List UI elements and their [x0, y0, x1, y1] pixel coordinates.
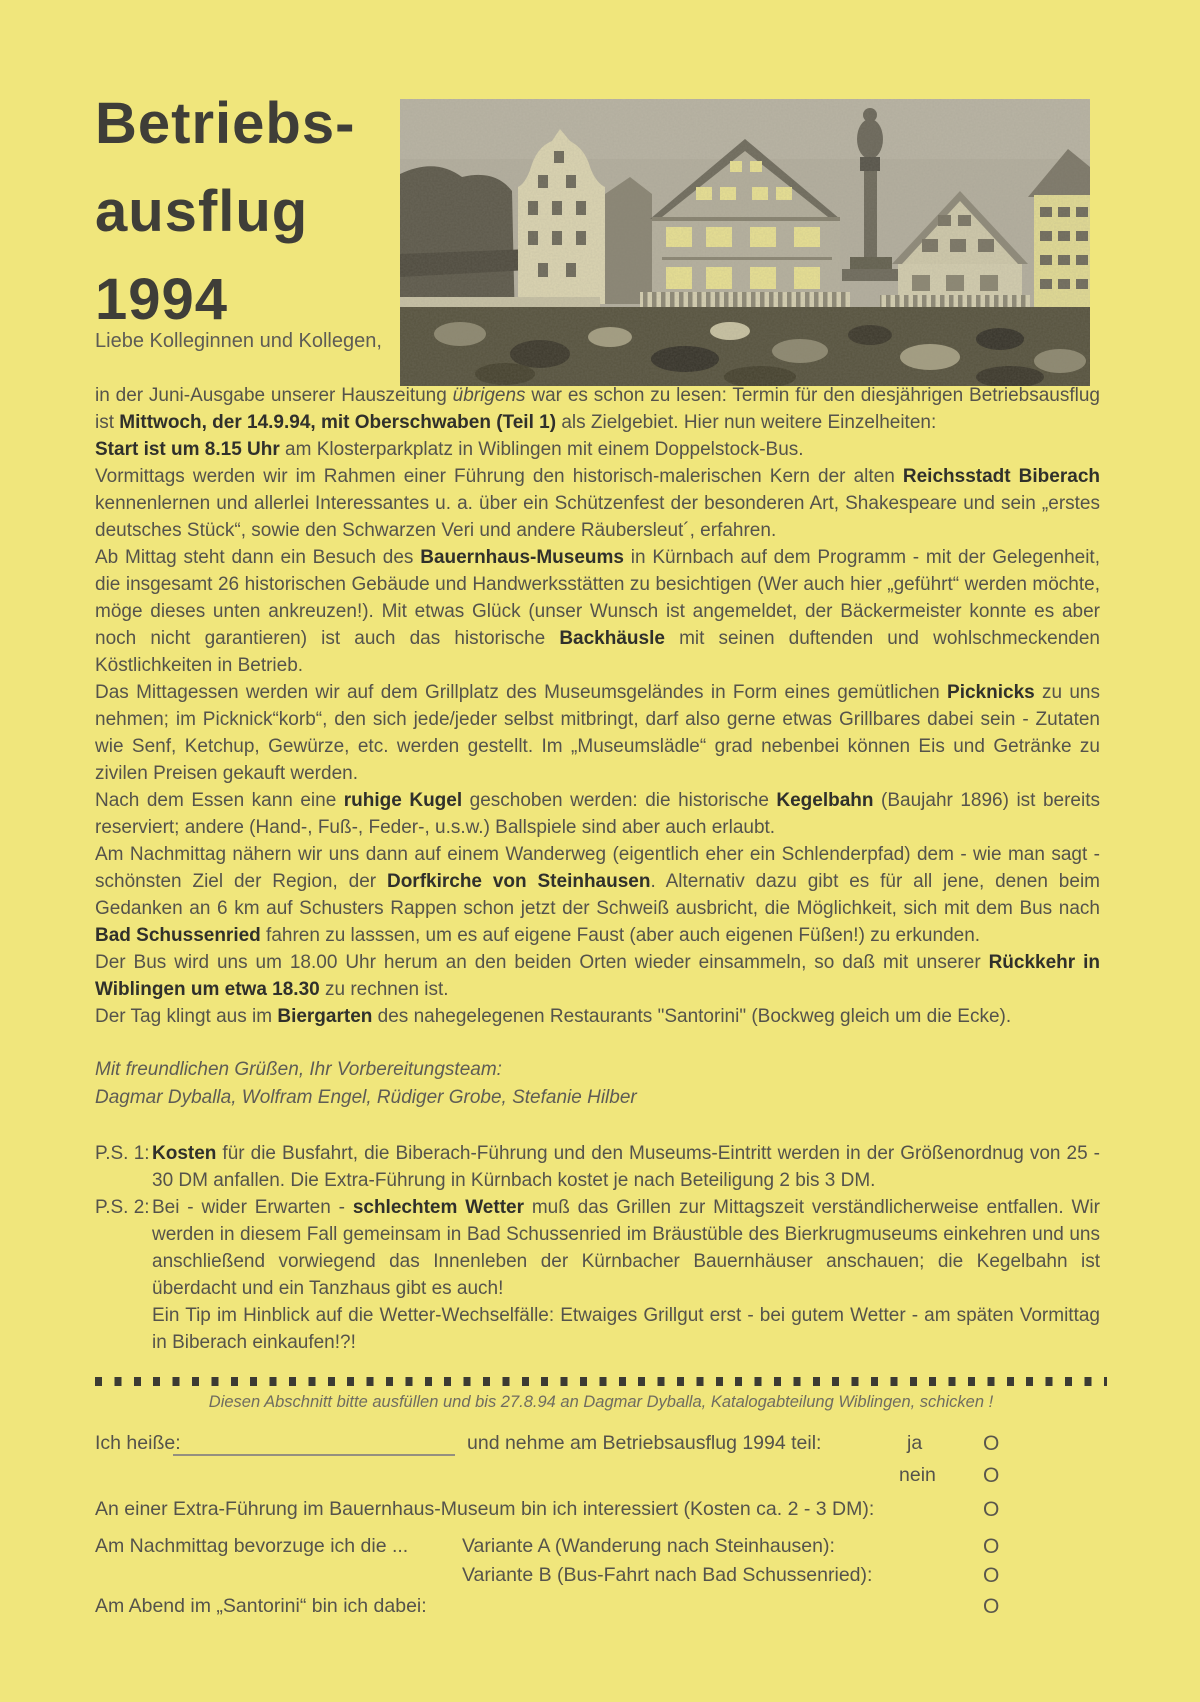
evening-label: Am Abend im „Santorini“ bin ich dabei: [95, 1595, 427, 1617]
text-segment: schlechtem Wetter [352, 1197, 524, 1218]
form-row-evening [95, 1595, 1107, 1623]
postscript-1-label: P.S. 1: [95, 1143, 150, 1164]
text-segment: Das Mittagessen werden wir auf dem Grillplatz des Museumsgeländes in Form eines gemütlichen [95, 682, 948, 703]
closing-signature [95, 1056, 1100, 1112]
paragraph-rueckkehr [95, 949, 1100, 1003]
extra-tour-circle: O [983, 1498, 1000, 1521]
form-row-extra-tour [95, 1498, 1107, 1526]
text-segment: des nahegelegenen Restaurants "Santorini" (Bockweg gleich um die Ecke). [372, 1006, 1012, 1027]
text-segment: ruhige Kugel [343, 790, 463, 811]
text-segment: Start ist um 8.15 Uhr [95, 439, 280, 460]
text-segment: Bauernhaus-Museums [420, 547, 624, 568]
text-segment: Der Tag klingt aus im [95, 1006, 278, 1027]
postscript-2-label: P.S. 2: [95, 1197, 150, 1218]
cut-note: Diesen Abschnitt bitte ausfüllen und bis 27.8.94 an Dagmar Dyballa, Katalogabteilung Wiblingen, schicken ! [208, 1393, 994, 1411]
paragraph-start [95, 436, 1100, 463]
text-segment: in Kürnbach auf dem Programm - mit der Gelegenheit, die insgesamt 26 historischen Gebäude und Handwerksstätten zu besichtigen (Wer auch hier „geführt“ werden möchte, möge dieses unten ankreuzen!). Mit etwas Glück (unser Wunsch ist angemeldet, der Bäckermeister konnte es aber noch nicht garantieren) ist auch das historische [95, 547, 1100, 649]
title-line-1: Betriebs- [95, 91, 356, 156]
text-segment: Kosten [152, 1143, 217, 1164]
variant-b-label: Variante B (Bus-Fahrt nach Bad Schussenried): [462, 1564, 873, 1586]
text-segment: Vormittags werden wir im Rahmen einer Führung den historisch-malerischen Kern der alten [95, 466, 903, 487]
text-segment: Bad Schussenried [95, 925, 261, 946]
letter-body [95, 382, 1100, 1356]
cut-line [95, 1377, 1107, 1386]
text-segment: Ein Tip im Hinblick auf die Wetter-Wechselfälle: Etwaiges Grillgut erst - bei gutem Wetter - am späten Vormittag in Biberach einkaufen!?! [152, 1305, 1100, 1353]
text-segment: zu rechnen ist. [319, 979, 449, 1000]
form-row-name [95, 1432, 1107, 1460]
text-segment: . Alternativ dazu gibt es für all jene, denen beim Gedanken an 6 km auf Schusters Rappen schon jetzt der Schweiß ausbricht, die Möglichkeit, sich mit dem Bus nach [95, 871, 1100, 919]
text-segment: Biergarten [277, 1006, 373, 1027]
paragraph-kegelbahn [95, 787, 1100, 841]
page-title [95, 80, 395, 344]
text-segment: als Zielgebiet. Hier nun weitere Einzelheiten: [556, 412, 937, 433]
text-segment: am Klosterparkplatz in Wiblingen mit einem Doppelstock-Bus. [279, 439, 804, 460]
marktplatz-photo [400, 99, 1090, 386]
title-line-3: 1994 [95, 267, 229, 332]
closing-line-2: Dagmar Dyballa, Wolfram Engel, Rüdiger Grobe, Stefanie Hilber [95, 1087, 637, 1108]
text-segment: Nach dem Essen kann eine [95, 790, 344, 811]
postscript-1 [95, 1140, 1100, 1194]
text-segment: Der Bus wird uns um 18.00 Uhr herum an den beiden Orten wieder einsammeln, so daß mit unserer [95, 952, 989, 973]
paragraph-steinhausen [95, 841, 1100, 949]
paragraph-picknick [95, 679, 1100, 787]
text-segment: Am Nachmittag nähern wir uns dann auf einem Wanderweg (eigentlich eher ein Schlenderpfad) dem - wie man sagt - schönsten Ziel der Region, der [95, 844, 1100, 892]
evening-circle: O [983, 1595, 1000, 1618]
answer-no-label: nein [899, 1464, 936, 1486]
variant-b-circle: O [983, 1564, 1000, 1587]
postscript-2-text [152, 1194, 1100, 1356]
answer-no-circle: O [983, 1464, 1000, 1487]
text-segment: in der Juni-Ausgabe unserer Hauszeitung [95, 385, 453, 406]
text-segment: für die Busfahrt, die Biberach-Führung und den Museums-Eintritt werden in der Größenordnug von 25 - 30 DM anfallen. Die Extra-Führung in Kürnbach kostet je nach Beteiligung 2 bis 3 DM. [152, 1143, 1100, 1191]
answer-yes-circle: O [983, 1432, 1000, 1455]
paragraph-museum [95, 544, 1100, 679]
text-segment: Kegelbahn [776, 790, 874, 811]
text-segment: Mittwoch, der 14.9.94, mit Oberschwaben (Teil 1) [119, 412, 557, 433]
postscript-2-paragraph [152, 1194, 1100, 1302]
extra-tour-label: An einer Extra-Führung im Bauernhaus-Museum bin ich interessiert (Kosten ca. 2 - 3 DM): [95, 1498, 875, 1520]
postscript-2 [95, 1194, 1100, 1356]
paragraph-intro [95, 382, 1100, 436]
form-row-nein [95, 1464, 1107, 1492]
title-line-2: ausflug [95, 179, 309, 244]
text-segment: (Baujahr 1896) ist bereits reserviert; andere (Hand-, Fuß-, Feder-, u.s.w.) Ballspiele sind aber auch erlaubt. [95, 790, 1100, 838]
name-label: Ich heiße: [95, 1432, 181, 1454]
participate-label: und nehme am Betriebsausflug 1994 teil: [467, 1432, 822, 1454]
text-segment: Picknicks [947, 682, 1035, 703]
form-row-variant-b [95, 1564, 1107, 1592]
closing-line-1: Mit freundlichen Grüßen, Ihr Vorbereitungsteam: [95, 1059, 502, 1080]
paragraph-biberach [95, 463, 1100, 544]
text-segment: kennenlernen und allerlei Interessantes u. a. über ein Schützenfest der besonderen Art, Shakespeare und sein „erstes deutsches Stück“, sowie den Schwarzen Veri und andere Räubersleut´, erfahren. [95, 493, 1100, 541]
text-segment: geschoben werden: die historische [462, 790, 777, 811]
greeting: Liebe Kolleginnen und Kollegen, [95, 330, 382, 352]
text-segment: Rückkehr in Wiblingen um etwa 18.30 [95, 952, 1100, 1000]
text-segment: Dorfkirche von Steinhausen [386, 871, 651, 892]
text-segment: Backhäusle [559, 628, 665, 649]
text-segment: Bei - wider Erwarten - [152, 1197, 353, 1218]
text-segment: muß das Grillen zur Mittagszeit verständlicherweise entfallen. Wir werden in diesem Fall gemeinsam in Bad Schussenried im Bräustüble des Bierkrugmuseums einkehren und uns anschließend vorwiegend das Innenleben der Kürnbacher Bauernhäuser anschauen; die Kegelbahn ist überdacht und ein Tanzhaus gibt es auch! [152, 1197, 1100, 1299]
variant-a-label: Variante A (Wanderung nach Steinhausen): [462, 1535, 835, 1557]
afternoon-label: Am Nachmittag bevorzuge ich die ... [95, 1535, 409, 1557]
text-segment: fahren zu lasssen, um es auf eigene Faust (aber auch eigenen Füßen!) zu erkunden. [260, 925, 981, 946]
name-blank-line [173, 1434, 455, 1456]
text-segment: übrigens [452, 385, 526, 406]
postscript-1-paragraph [152, 1140, 1100, 1194]
postscript-2-tip [152, 1302, 1100, 1356]
paragraph-biergarten [95, 1003, 1100, 1030]
form-row-variant-a [95, 1535, 1107, 1563]
answer-yes-label: ja [907, 1432, 923, 1454]
postscript-1-text [152, 1140, 1100, 1194]
text-segment: Reichsstadt Biberach [902, 466, 1100, 487]
text-segment: Ab Mittag steht dann ein Besuch des [95, 547, 421, 568]
text-segment: zu uns nehmen; im Picknick“korb“, den sich jede/jeder selbst mitbringt, darf also gerne etwas Grillbares dabei sein - Zutaten wie Senf, Ketchup, Gewürze, etc. werden gestellt. Im „Museumslädle“ grad nebenbei können Eis und Getränke zu zivilen Preisen gekauft werden. [95, 682, 1100, 784]
text-segment: mit seinen duftenden und wohlschmeckenden Köstlichkeiten in Betrieb. [95, 628, 1100, 676]
variant-a-circle: O [983, 1535, 1000, 1558]
tearoff-slip [95, 1371, 1107, 1691]
postscripts [95, 1140, 1100, 1356]
text-segment: war es schon zu lesen: Termin für den diesjährigen Betriebsausflug ist [95, 385, 1100, 433]
